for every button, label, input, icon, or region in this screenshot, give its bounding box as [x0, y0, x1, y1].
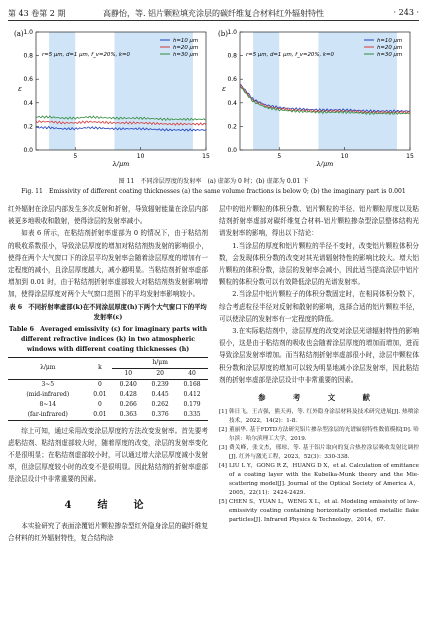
cell-value: 0.376 — [151, 410, 169, 418]
paragraph: 层中的铝片颗粒的体积分数、铝片颗粒的半径、铝片颗粒厚度以及粘结剂折射率虚部对碳纤维复合材料-铝片颗粒掺杂型涂层整体结构光谱发射率的影响，得出以下结论： — [219, 205, 419, 238]
reference-item — [219, 444, 419, 462]
x-tick-label: 10 — [136, 153, 145, 160]
y-tick-label: 0.4 — [23, 99, 33, 107]
y-tick-label: 0.8 — [23, 52, 33, 60]
legend-label: h=10 μm — [377, 38, 403, 44]
cell-value: 0.262 — [151, 400, 169, 408]
table-row — [8, 379, 208, 390]
journal-volume: 第 43 卷第 2 期 — [8, 9, 66, 18]
parameter-note: r=5 μm, d=1 μm, f_v=20%, k=0 — [246, 52, 334, 58]
conclusion-2: 2.当涂层中铝片颗粒子的体积分数固定时，在相同体积分数下，综合考虑粒径半径对反射和散射的影响，选择合适的铝片颗粒半径，可以使涂层的发射率有一定程度的降低。 — [219, 290, 419, 323]
atmospheric-window-band — [49, 32, 75, 150]
cell-value: 0.168 — [183, 380, 201, 388]
reference-text: 韩日飞，王吉强，熊天再，等. 红外隐身涂层材料及技术研究进展[J]. 热喷涂技术，2022，14(2)：1-8. — [229, 409, 419, 425]
paragraph: 综上可知，通过采用改变涂层厚度的方法改变发射率。首先要考虑粘结剂、粘结剂虚部较大时，随着厚度的改变，涂层的发射率变化不是很明显；在粘结剂虚部较小时，可以通过增大涂层厚度减小发射率，但涂层厚度较小时的改变不是很明显。因此粘结剂的折射率虚部是涂层设计中非常重要的因素。 — [8, 426, 208, 484]
y-tick-label: 1.0 — [227, 29, 237, 36]
legend-label: h=20 μm — [377, 45, 403, 51]
x-tick-label: 5 — [73, 153, 78, 160]
references-heading: 参 考 文 献 — [258, 393, 380, 403]
section-heading: 4 结 论 — [64, 499, 152, 511]
y-tick-label: 0.2 — [227, 123, 237, 131]
reference-number: [5] — [219, 499, 227, 506]
reference-text: CHEN S，YUAN L，WENG X L，et al. Modeling emissivity of low-emissivity coating containing horizontally oriented metallic flake particles[J]. Infrared Physics & Technology，2014，67. — [229, 499, 419, 524]
h-value: 20 — [144, 368, 176, 379]
paragraph: 红外辐射在涂层内部发生多次反射和折射，导致辐射能量在涂层内部被更多地吸收和散射，使得涂层的发射率减小。 — [8, 205, 208, 226]
cell-value: 0.445 — [151, 390, 169, 398]
cell-k: 0 — [98, 380, 102, 388]
running-title: 高静怡，等. 铝片颗粒填充涂层的碳纤维复合材料红外辐射特性 — [102, 9, 325, 18]
reference-number: [2] — [219, 427, 227, 434]
page-number: · 243 · — [393, 8, 419, 17]
y-axis-label: ε — [18, 85, 22, 93]
x-tick-label: 5 — [277, 153, 282, 160]
table-6-title-en: Table 6 Averaged emissivity (ε) for imaginary parts with different refractive indices (k) in two atmospheric windows with different coating thicknesses (h) — [8, 325, 208, 353]
reference-number: [1] — [219, 409, 227, 416]
reference-text: 董丽华. 基于FDTD方法研究铝片掺杂型涂层的光谱辐射特性数值模拟[D]. 哈尔滨：哈尔滨理工大学，2019. — [229, 427, 419, 443]
x-tick-label: 15 — [202, 153, 210, 160]
atmospheric-window-band — [253, 32, 279, 150]
table-row — [8, 400, 208, 410]
y-tick-label: 0.8 — [227, 52, 237, 60]
reference-item — [219, 408, 419, 426]
cell-band: 3~5 — [41, 380, 55, 388]
col-header-h: h/μm — [112, 357, 208, 368]
figure-caption-en: Fig. 11 Emissivity of different coating thicknesses (a) the same volume fractions is below 0; (b) the imaginary part is 0.001 — [21, 188, 406, 195]
cell-band: (far-infrared) — [27, 410, 68, 418]
cell-value: 0.240 — [119, 380, 137, 388]
x-axis-label: λ/μm — [316, 160, 334, 168]
conclusion-3: 3.在实际粘结剂中，涂层厚度的改变对涂层光谱辐射特性的影响很小，这是由于粘结剂的吸收也会随着涂层厚度的增加而增加，进而导致涂层发射率增加。而当粘结剂折射率虚部很小时，涂层中颗粒体积分数和涂层厚度的增加可以较为明显地减小涂层发射率，因此粘结剂的折射率虚部是涂层设计中非常重要的因素。 — [219, 327, 419, 384]
col-header-k: k — [88, 357, 113, 379]
cell-value: 0.266 — [119, 400, 137, 408]
figure-caption-cn: 图 11 不同涂层厚度的发射率 (a) 虚部为 0 时；(b) 虚部为 0.01 下 — [118, 178, 309, 185]
table-6-title-cn: 表 6 不同折射率虚部(k)在不同涂层厚度(h)下两个大气窗口下的平均发射率(ε) — [9, 303, 207, 321]
y-tick-label: 0.4 — [227, 99, 237, 107]
reference-item — [219, 426, 419, 444]
h-value: 40 — [176, 368, 208, 379]
y-tick-label: 0.2 — [23, 123, 33, 131]
x-axis-label: λ/μm — [112, 160, 130, 168]
table-row — [8, 410, 208, 421]
y-tick-label: 1.0 — [23, 29, 33, 36]
legend-label: h=20 μm — [173, 45, 199, 51]
cell-value: 0.428 — [119, 390, 137, 398]
cell-band: 8~14 — [39, 400, 57, 408]
cell-band: (mid-infrared) — [26, 390, 70, 398]
running-header — [8, 6, 419, 21]
y-axis-label: ε — [222, 85, 226, 93]
cell-value: 0.239 — [151, 380, 169, 388]
y-tick-label: 0.0 — [23, 147, 33, 154]
cell-value: 0.363 — [119, 410, 137, 418]
left-column — [8, 203, 208, 544]
parameter-note: r=5 μm, d=1 μm, f_v=20%, k=0 — [42, 52, 130, 58]
figure-11-plots — [8, 24, 419, 174]
right-column — [219, 203, 419, 525]
y-tick-label: 0.6 — [23, 76, 33, 84]
col-header-lambda: λ/μm — [8, 357, 88, 379]
x-tick-label: 10 — [340, 153, 349, 160]
cell-value: 0.179 — [183, 400, 201, 408]
reference-number: [3] — [219, 445, 227, 452]
cell-k: 0 — [98, 400, 102, 408]
panel-label: (b) — [218, 30, 228, 38]
y-tick-label: 0.6 — [227, 76, 237, 84]
reference-number: [4] — [219, 463, 227, 470]
cell-value: 0.412 — [183, 390, 201, 398]
legend-label: h=30 μm — [377, 52, 403, 58]
reference-item — [219, 498, 419, 525]
reference-text: 费关峰，张文杰，邢琼，等. 基于铝片取向的复合热控涂层吸收发射比调控[J]. 红外与激光工程，2023，52(3)：330-338. — [229, 445, 419, 461]
h-value: 10 — [112, 368, 144, 379]
paragraph: 如表 6 所示，在粘结剂折射率虚部为 0 的情况下，由于粘结剂的吸收系数很小，导致涂层厚度的增加对粘结剂热发射的影响很小，使得在两个大气窗口下的涂层平均发射率会随着涂层厚度的增加有一定程度的减小，且涂层厚度越大，减小越明显。当粘结剂折射率虚部增加到 0.01 时，由于粘结剂折射率虚部较大对粘结剂热发射影响增加，使得涂层厚度对两个大气窗口范围下的平均发射率影响较小。 — [8, 229, 208, 299]
cell-k: 0.01 — [93, 410, 107, 418]
cell-value: 0.335 — [183, 410, 201, 418]
legend-label: h=10 μm — [173, 38, 199, 44]
reference-text: LIU L Y，GONG R Z，HUANG D X，et al. Calculation of emittance of a coating layer with the Kubelka-Munk theory and the Mie-scattering model[J]. Journal of the Optical Society of America A，2005，22(11)：2424-2429. — [229, 463, 419, 497]
figure-11 — [8, 24, 419, 199]
conclusion-1: 1.当涂层的厚度和铝片颗粒的半径不变时，改变铝片颗粒体积分数，会发现体积分数的改变对其光谱辐射特性的影响比较大。增大铝片颗粒的体积分数，涂层的发射率会减小，因此适当提高涂层中铝片颗粒的体积分数可以有效降低涂层的光谱发射率。 — [219, 241, 419, 287]
reference-item — [219, 462, 419, 498]
y-tick-label: 0.0 — [227, 147, 237, 154]
cell-k: 0.01 — [93, 390, 107, 398]
panel-label: (a) — [14, 30, 24, 38]
x-tick-label: 15 — [406, 153, 414, 160]
table-6 — [8, 357, 208, 421]
paragraph: 本实验研究了表面涂覆铝片颗粒掺杂型红外隐身涂层的碳纤维复合材料的红外辐射特性，复合结构涂 — [8, 521, 208, 543]
table-row — [8, 390, 208, 400]
legend-label: h=30 μm — [173, 52, 199, 58]
